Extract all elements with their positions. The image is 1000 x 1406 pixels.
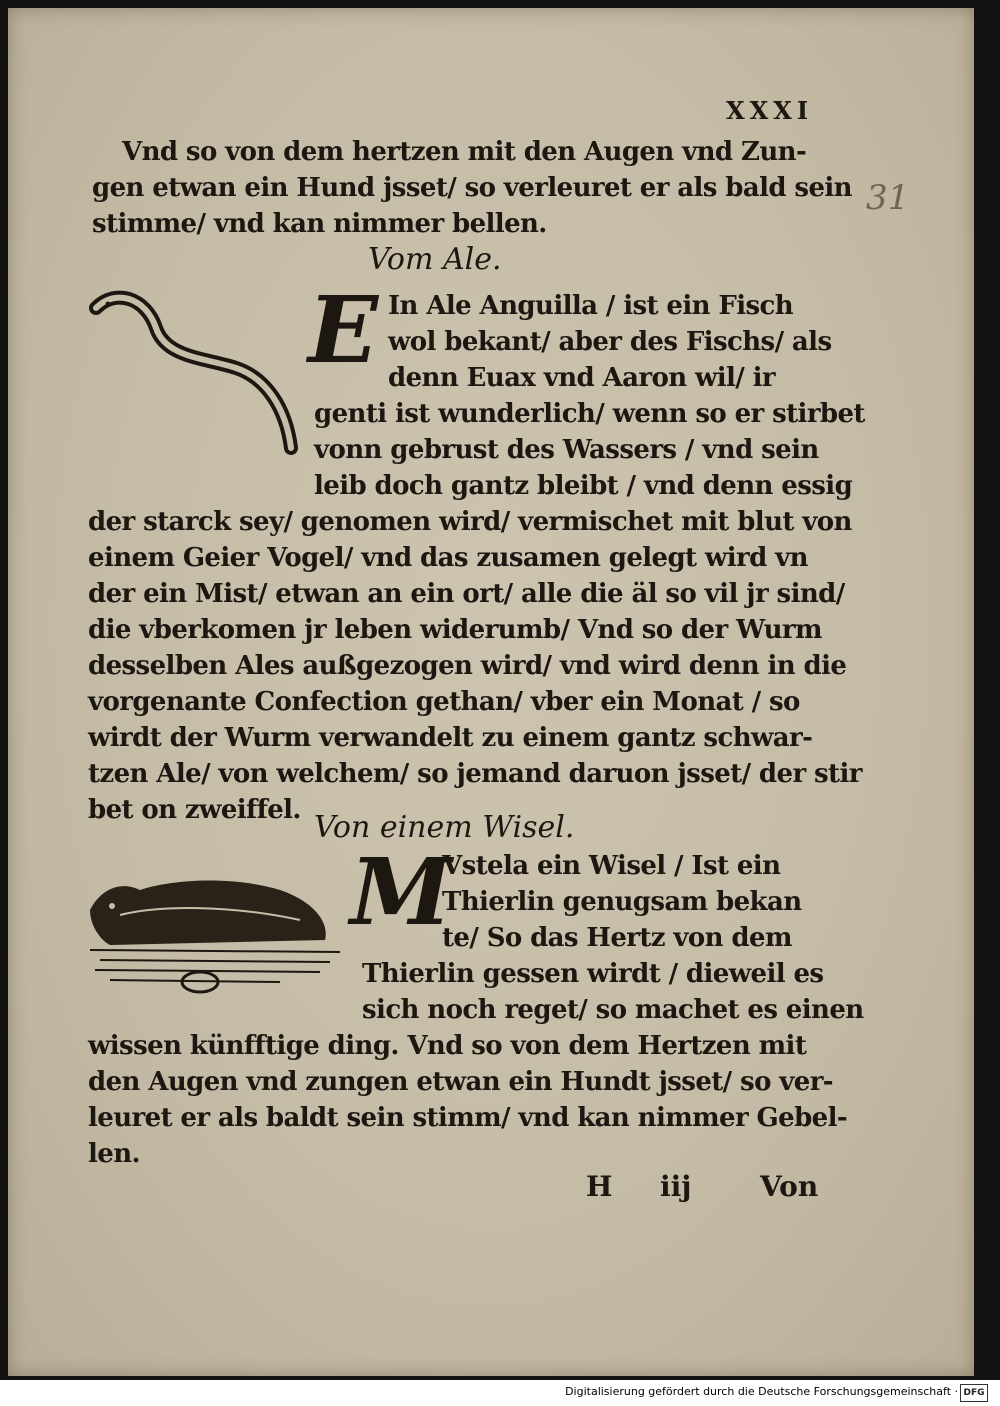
- top-paragraph: [92, 134, 852, 244]
- funding-credit: Digitalisierung gefördert durch die Deutsche Forschungsgemeinschaft ·: [565, 1385, 958, 1398]
- section-heading-eel: Vom Ale.: [368, 242, 502, 277]
- text-line: Thierlin gessen wirdt / dieweil es: [362, 959, 824, 989]
- text-line: den Augen vnd zungen etwan ein Hundt jsset/ so ver-: [88, 1067, 833, 1097]
- text-line: Thierlin genugsam bekan: [442, 887, 802, 917]
- text-line: Vnd so von dem hertzen mit den Augen vnd Zun-: [122, 137, 807, 167]
- text-line: bet on zweiffel.: [88, 795, 301, 825]
- text-line: Vstela ein Wisel / Ist ein: [442, 851, 781, 881]
- text-line: wissen künfftige ding. Vnd so von dem Hertzen mit: [88, 1031, 807, 1061]
- text-line: einem Geier Vogel/ vnd das zusamen gelegt wird vn: [88, 543, 808, 573]
- weasel-paragraph: [88, 848, 864, 1178]
- text-line: wirdt der Wurm verwandelt zu einem gantz schwar-: [88, 723, 813, 753]
- book-page: [8, 8, 974, 1376]
- text-line: In Ale Anguilla / ist ein Fisch: [388, 291, 794, 321]
- text-line: denn Euax vnd Aaron wil/ ir: [388, 363, 776, 393]
- text-line: vonn gebrust des Wassers / vnd sein: [314, 435, 819, 465]
- eel-paragraph: [88, 288, 865, 825]
- text-line: sich noch reget/ so machet es einen: [362, 995, 864, 1025]
- text-line: wol bekant/ aber des Fischs/ als: [388, 327, 832, 357]
- catchword: Von: [760, 1170, 819, 1203]
- text-line: genti ist wunderlich/ wenn so er stirbet: [314, 399, 865, 429]
- text-line: der ein Mist/ etwan an ein ort/ alle die äl so vil jr sind/: [88, 579, 845, 609]
- dfg-logo-icon: DFG: [960, 1384, 988, 1402]
- margin-note: 31: [866, 178, 910, 218]
- signature-number: iij: [660, 1170, 692, 1203]
- eel-woodcut-illustration: [86, 288, 306, 458]
- text-line: len.: [88, 1139, 140, 1169]
- text-line: leib doch gantz bleibt / vnd denn essig: [314, 471, 853, 501]
- text-line: der starck sey/ genomen wird/ vermischet mit blut von: [88, 507, 852, 537]
- text-line: desselben Ales außgezogen wird/ vnd wird denn in die: [88, 651, 847, 681]
- signature-mark: H: [586, 1170, 613, 1203]
- drop-initial-m: M: [350, 838, 452, 946]
- folio-number: XXXI: [726, 96, 814, 125]
- text-line: die vberkomen jr leben widerumb/ Vnd so der Wurm: [88, 615, 822, 645]
- text-line: gen etwan ein Hund jsset/ so verleuret er als bald sein: [92, 173, 852, 203]
- text-line: tzen Ale/ von welchem/ so jemand daruon jsset/ der stir: [88, 759, 862, 789]
- text-line: stimme/ vnd kan nimmer bellen.: [92, 209, 547, 239]
- section-heading-weasel: Von einem Wisel.: [314, 810, 575, 845]
- drop-initial-e: E: [308, 276, 379, 384]
- text-line: leuret er als baldt sein stimm/ vnd kan nimmer Gebel-: [88, 1103, 848, 1133]
- text-line: te/ So das Hertz von dem: [442, 923, 792, 953]
- text-line: vorgenante Confection gethan/ vber ein Monat / so: [88, 687, 800, 717]
- footer-bar: [0, 1380, 1000, 1406]
- weasel-woodcut-illustration: [80, 870, 350, 1000]
